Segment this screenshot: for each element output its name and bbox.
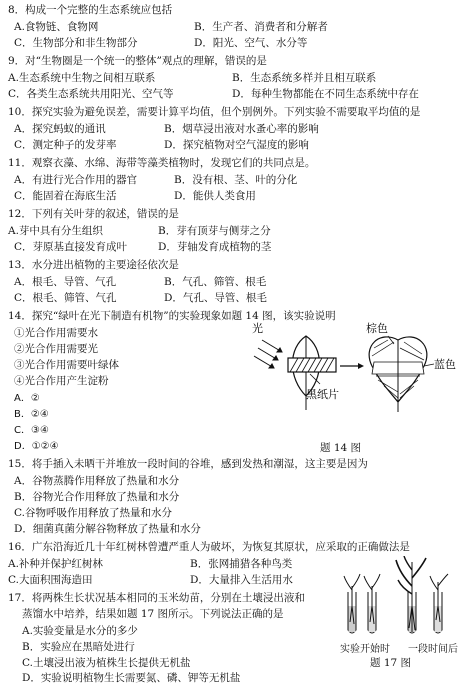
figure-14-light-label: 光: [252, 322, 263, 335]
q11-option-d: D．能供人类食用: [174, 190, 256, 202]
q13-option-d: D．气孔、导管、根毛: [164, 292, 267, 304]
q14-item-4: ④光合作用产生淀粉: [14, 375, 109, 387]
q12-option-b: B．芽有顶芽与侧芽之分: [158, 225, 271, 237]
q16-option-c: C.大面积围海造田: [8, 574, 93, 586]
q8-option-d: D．阳光、空气、水分等: [194, 37, 308, 49]
q9-option-c: C．各类生态系统共用阳光、空气等: [8, 88, 174, 100]
test-tube-later-1: [396, 556, 426, 633]
q17-stem-line-1: 17．将两株生长状况基本相同的玉米幼苗，分别在土壤浸出液和: [8, 592, 305, 604]
q17-stem-line-2: 蒸馏水中培养，结果如题 17 图所示。下列说法正确的是: [22, 608, 284, 620]
q14-stem: 14．探究“绿叶在光下制造有机物”的实验现象如题 14 图，该实验说明: [8, 310, 336, 322]
q14-item-1: ①光合作用需要水: [14, 327, 98, 339]
q16-stem: 16．广东沿海近几十年红树林曾遭严重人为破坏，为恢复其原状，应采取的正确做法是: [8, 541, 410, 553]
q16-option-a: A.补种并保护红树林: [8, 558, 103, 570]
q14-item-2: ②光合作用需要光: [14, 343, 98, 355]
q12-option-a: A.芽中具有分生组织: [8, 225, 103, 237]
test-tube-later-2: [430, 574, 448, 633]
q16-option-d: D．大量排入生活用水: [190, 574, 293, 586]
q14-option-d: D．①②④: [14, 441, 59, 452]
figure-17-later-label: 一段时间后: [408, 644, 458, 655]
arrow-right: [340, 363, 364, 369]
q9-option-a: A.生态系统中生物之间相互联系: [8, 72, 156, 84]
q15-option-a: A．谷物蒸腾作用释放了热量和水分: [14, 475, 180, 487]
q15-option-b: B．谷物光合作用释放了热量和水分: [14, 491, 180, 503]
q13-option-c: C．根毛、筛管、气孔: [14, 292, 117, 304]
figure-17-caption: 题 17 图: [370, 657, 412, 669]
q17-option-b: B．实验应在黑暗处进行: [22, 641, 135, 653]
q8-option-b: B．生产者、消费者和分解者: [194, 21, 328, 33]
q11-option-a: A．有进行光合作用的器官: [14, 174, 138, 186]
q10-option-d: D．探究植物对空气湿度的影响: [164, 139, 309, 151]
q11-stem: 11．观察衣藻、水绵、海带等藻类植物时，发现它们的共同点是。: [8, 157, 316, 169]
test-tube-start-2: [364, 574, 380, 633]
q12-option-d: D．芽轴发育成植物的茎: [158, 241, 272, 253]
q17-option-d: D．实验说明植物生长需要氮、磷、钾等无机盐: [22, 672, 241, 684]
q17-option-c: C.土壤浸出液为植株生长提供无机盐: [22, 657, 191, 669]
q15-stem: 15．将手插入未晒干并堆放一段时间的谷堆，感到发热和潮湿，这主要是因为: [8, 458, 368, 470]
figure-14-brown-label: 棕色: [366, 322, 388, 335]
figure-14-illustration: [248, 318, 466, 428]
q8-stem: 8．构成一个完整的生态系统应包括: [8, 4, 173, 16]
q10-option-b: B．烟草浸出液对水蚤心率的影响: [164, 123, 319, 135]
q10-option-a: A．探究蚂蚁的通讯: [14, 123, 106, 135]
q16-option-b: B．张网捕猎各种鸟类: [190, 558, 293, 570]
q8-option-c: C．生物部分和非生物部分: [14, 37, 138, 49]
q17-option-a: A.实验变量是水分的多少: [22, 625, 138, 637]
q12-stem: 12．下列有关叶芽的叙述，错误的是: [8, 208, 179, 220]
q8-option-a: A.食物链、食物网: [14, 21, 99, 33]
figure-14-caption: 题 14 图: [320, 442, 362, 454]
q15-option-c: C.谷物呼吸作用释放了热量和水分: [14, 507, 172, 519]
q13-option-b: B．气孔、筛管、根毛: [164, 276, 267, 288]
q14-option-c: C．③④: [14, 425, 49, 436]
figure-14-blue-label: 蓝色: [434, 358, 456, 371]
light-rays: [254, 340, 282, 368]
q14-option-a: A．②: [14, 393, 40, 404]
stained-leaf: [369, 337, 427, 412]
q10-stem: 10．探究实验为避免误差，需要计算平均值，但个别例外。下列实验不需要取平均值的是: [8, 106, 421, 118]
q14-option-b: B．②④: [14, 409, 49, 420]
q9-option-b: B．生态系统多样并且相互联系: [232, 72, 377, 84]
q13-stem: 13．水分进出植物的主要途径依次是: [8, 259, 179, 271]
q14-item-3: ③光合作用需要叶绿体: [14, 359, 119, 371]
q9-option-d: D．每种生物都能在不同生态系统中存在: [232, 88, 419, 100]
figure-17-start-label: 实验开始时: [340, 644, 390, 655]
figure-14-paper-label: 黑纸片: [306, 388, 339, 401]
q11-option-b: B．没有根、茎、叶的分化: [174, 174, 298, 186]
test-tube-start-1: [344, 574, 360, 633]
q11-option-c: C．能固着在海底生活: [14, 190, 117, 202]
q9-stem: 9．对“生物圈是一个统一的整体”观点的理解，错误的是: [8, 55, 267, 67]
figure-17-illustration: [342, 556, 464, 642]
q10-option-c: C．测定种子的发芽率: [14, 139, 117, 151]
q12-option-c: C．芽原基直接发育成叶: [14, 241, 128, 253]
q15-option-d: D．细菌真菌分解谷物释放了热量和水分: [14, 523, 201, 535]
q13-option-a: A．根毛、导管、气孔: [14, 276, 117, 288]
